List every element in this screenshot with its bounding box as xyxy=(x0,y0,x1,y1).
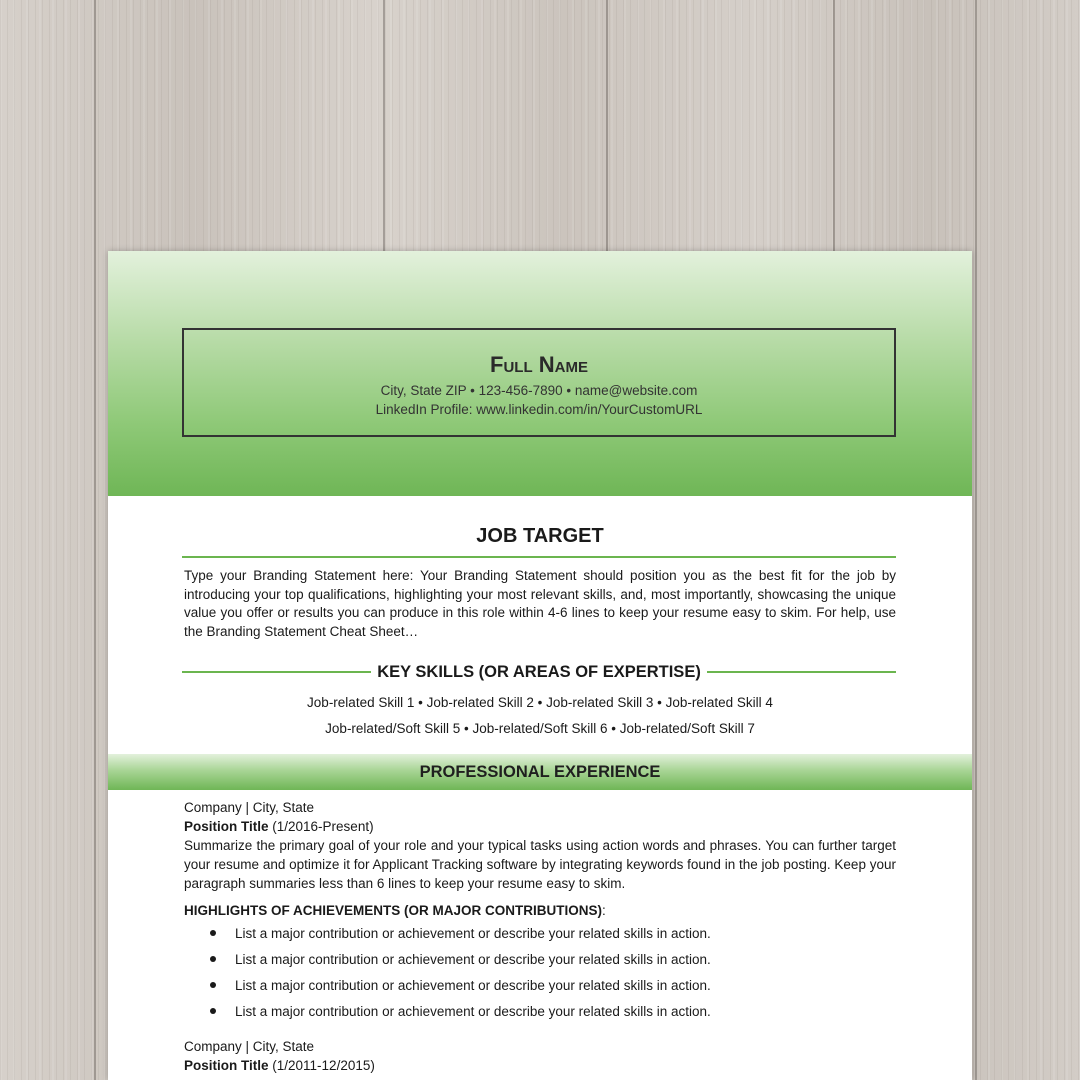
skills-line: Job-related/Soft Skill 5 • Job-related/Soft Skill 6 • Job-related/Soft Skill 7 xyxy=(325,721,755,736)
plank-seam xyxy=(975,0,977,1080)
bullet-icon xyxy=(210,956,216,962)
job-target-heading: JOB TARGET xyxy=(476,525,604,547)
job-entry xyxy=(184,1037,896,1075)
job-entry xyxy=(184,798,896,1028)
position-line xyxy=(184,817,896,836)
resume-header xyxy=(108,251,972,496)
list-item xyxy=(184,1002,896,1028)
name-box xyxy=(182,328,896,437)
heading-rule-right xyxy=(707,671,896,673)
experience-heading: PROFESSIONAL EXPERIENCE xyxy=(419,763,661,781)
list-item xyxy=(184,950,896,976)
list-item xyxy=(184,976,896,1002)
position-title: Position Title xyxy=(184,1058,269,1073)
company-line: Company | City, State xyxy=(184,800,315,815)
section-divider xyxy=(182,556,896,558)
branding-statement: Type your Branding Statement here: Your Branding Statement should position you as the best fit for the job by introducing your top qualifications, highlighting your most relevant skills, and, most importantly, showcasing the unique value you offer or results you can produce in this role within 4-6 lines to keep your resume easy to skim. For help, use the Branding Statement Cheat Sheet… xyxy=(184,568,896,640)
linkedin-line: LinkedIn Profile: www.linkedin.com/in/YourCustomURL xyxy=(375,402,703,417)
bullet-text: List a major contribution or achievement or describe your related skills in action. xyxy=(235,1004,711,1019)
list-item xyxy=(184,924,896,950)
resume-page xyxy=(108,251,972,1080)
contact-line: City, State ZIP • 123-456-7890 • name@website.com xyxy=(380,383,698,398)
bullet-icon xyxy=(210,1008,216,1014)
highlights-title: HIGHLIGHTS OF ACHIEVEMENTS (OR MAJOR CONTRIBUTIONS) xyxy=(184,903,602,918)
bullet-text: List a major contribution or achievement or describe your related skills in action. xyxy=(235,926,711,941)
job-summary: Summarize the primary goal of your role and your typical tasks using action words and phrases. You can further target your resume and optimize it for Applicant Tracking software by integrating keywords found in the job posting. Keep your paragraph summaries less than 6 lines to keep your resume easy to skim. xyxy=(184,838,896,891)
highlights-heading xyxy=(184,901,896,920)
key-skills-title: KEY SKILLS (OR AREAS OF EXPERTISE) xyxy=(377,662,701,681)
position-dates: (1/2011-12/2015) xyxy=(268,1058,375,1073)
bullet-icon xyxy=(210,930,216,936)
highlights-colon: : xyxy=(602,903,606,918)
company-line: Company | City, State xyxy=(184,1039,315,1054)
highlights-list xyxy=(184,924,896,1028)
bullet-text: List a major contribution or achievement or describe your related skills in action. xyxy=(235,952,711,967)
position-title: Position Title xyxy=(184,819,269,834)
position-dates: (1/2016-Present) xyxy=(268,819,374,834)
bullet-icon xyxy=(210,982,216,988)
bullet-text: List a major contribution or achievement or describe your related skills in action. xyxy=(235,978,711,993)
experience-banner xyxy=(108,754,972,790)
heading-rule-left xyxy=(182,671,371,673)
skills-line: Job-related Skill 1 • Job-related Skill 2 • Job-related Skill 3 • Job-related Skill 4 xyxy=(307,695,773,710)
key-skills-heading xyxy=(182,661,896,683)
full-name: Full Name xyxy=(490,352,588,377)
plank-seam xyxy=(94,0,96,1080)
position-line xyxy=(184,1056,896,1075)
